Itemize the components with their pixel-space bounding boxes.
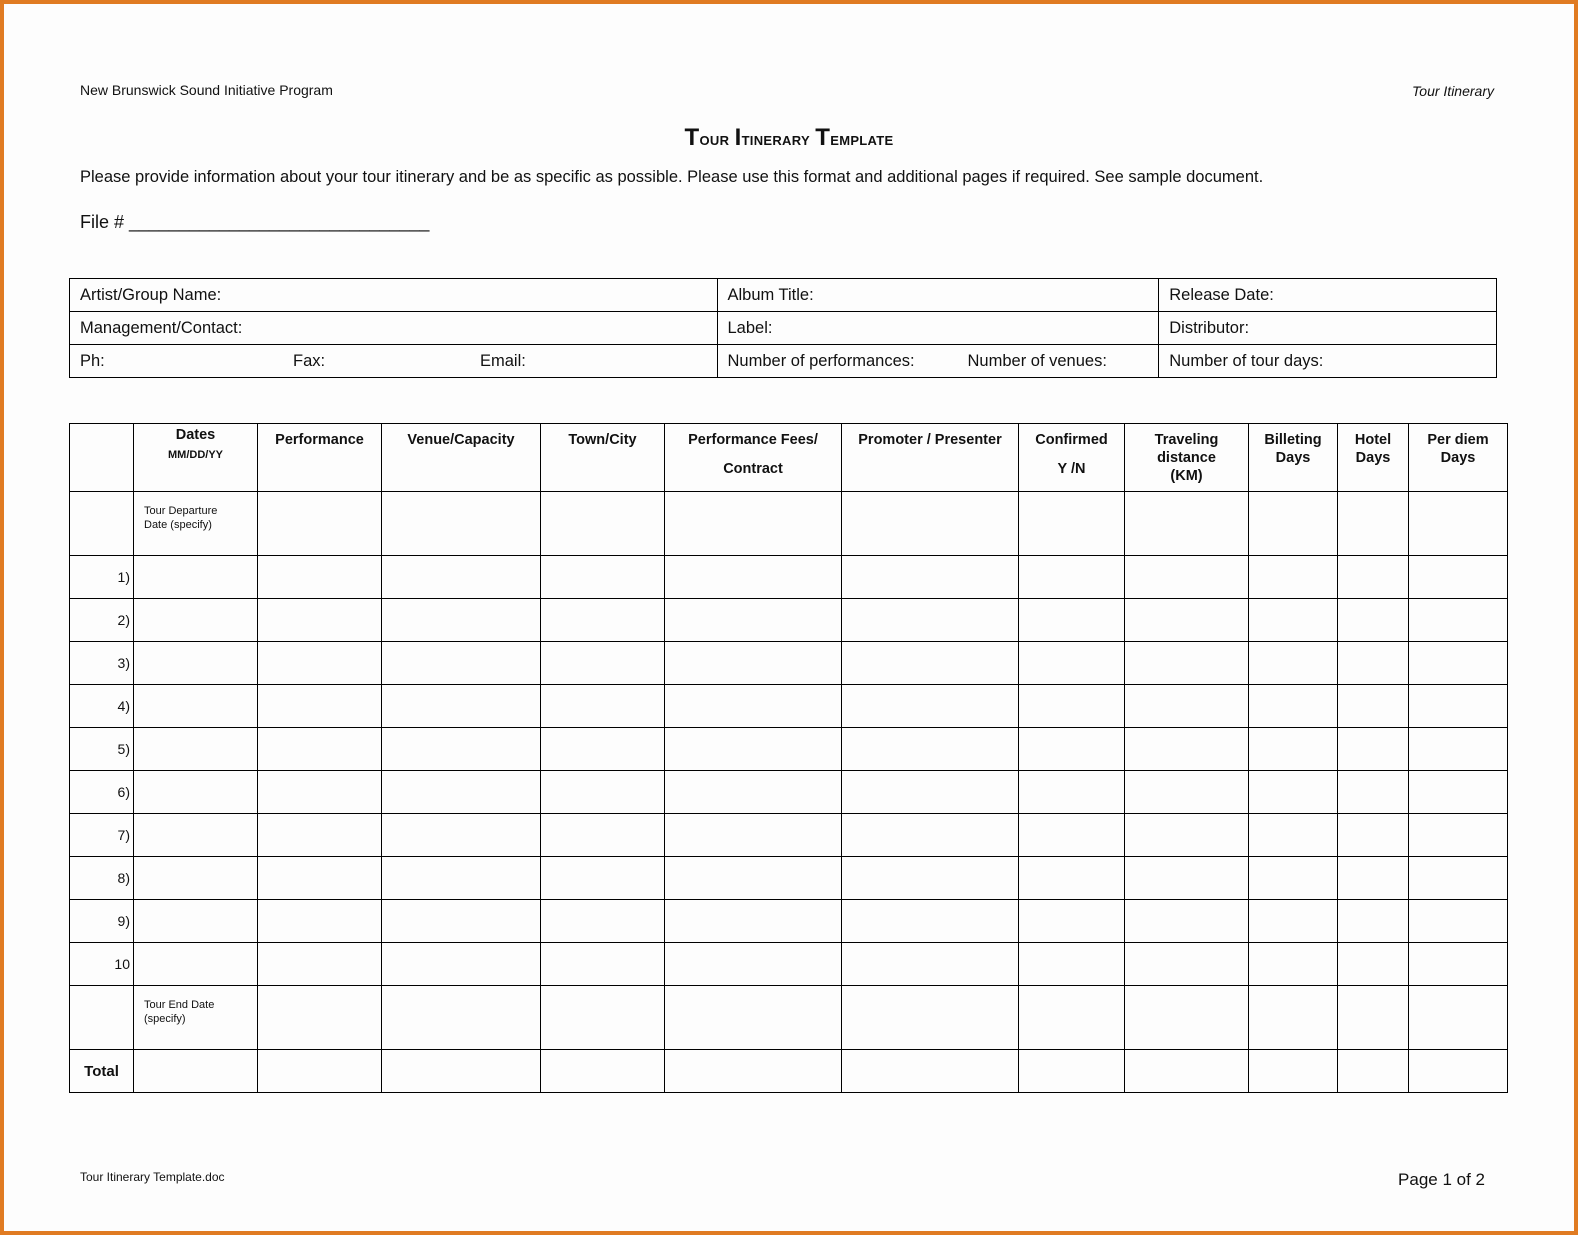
table-cell[interactable] <box>1409 642 1508 685</box>
table-cell[interactable] <box>665 599 842 642</box>
table-cell[interactable] <box>1125 556 1249 599</box>
table-cell[interactable] <box>1249 943 1338 986</box>
table-cell[interactable] <box>1338 685 1409 728</box>
header-doc-label: Tour Itinerary <box>1412 83 1494 99</box>
table-cell[interactable] <box>1249 685 1338 728</box>
table-cell[interactable] <box>258 599 382 642</box>
table-cell[interactable] <box>1019 814 1125 857</box>
table-cell[interactable] <box>541 685 665 728</box>
table-cell[interactable] <box>1338 900 1409 943</box>
table-cell[interactable] <box>1125 814 1249 857</box>
table-cell[interactable] <box>842 556 1019 599</box>
table-cell[interactable] <box>1409 599 1508 642</box>
table-cell[interactable] <box>134 814 258 857</box>
table-cell[interactable] <box>258 642 382 685</box>
table-row <box>70 771 1508 814</box>
row-number: 8) <box>70 857 134 900</box>
table-cell[interactable] <box>1125 685 1249 728</box>
table-cell[interactable] <box>1409 943 1508 986</box>
table-row <box>70 814 1508 857</box>
row-number: 2) <box>70 599 134 642</box>
artist-name-field[interactable]: Artist/Group Name: <box>70 279 718 312</box>
table-cell[interactable] <box>541 857 665 900</box>
table-cell[interactable] <box>258 685 382 728</box>
header-traveling: Traveling distance (KM) <box>1125 424 1249 492</box>
departure-row <box>70 492 1508 556</box>
table-cell[interactable] <box>1019 599 1125 642</box>
table-cell[interactable] <box>665 728 842 771</box>
table-cell[interactable] <box>541 943 665 986</box>
email-field[interactable]: Email: <box>480 351 526 370</box>
table-cell[interactable] <box>1249 857 1338 900</box>
table-cell[interactable] <box>134 943 258 986</box>
table-cell[interactable] <box>541 771 665 814</box>
table-cell[interactable] <box>382 599 541 642</box>
release-date-field[interactable]: Release Date: <box>1159 279 1497 312</box>
table-cell[interactable] <box>1019 556 1125 599</box>
table-cell[interactable] <box>382 857 541 900</box>
table-cell[interactable] <box>665 857 842 900</box>
table-cell[interactable] <box>842 814 1019 857</box>
table-cell[interactable] <box>541 556 665 599</box>
table-cell[interactable] <box>258 814 382 857</box>
table-cell[interactable] <box>1409 556 1508 599</box>
table-cell[interactable] <box>842 900 1019 943</box>
table-cell[interactable] <box>842 599 1019 642</box>
table-cell[interactable] <box>1125 857 1249 900</box>
table-cell[interactable] <box>134 771 258 814</box>
table-cell[interactable] <box>665 642 842 685</box>
table-cell[interactable] <box>665 814 842 857</box>
table-cell[interactable] <box>842 642 1019 685</box>
table-cell[interactable] <box>1019 728 1125 771</box>
table-cell[interactable] <box>1125 900 1249 943</box>
distributor-field[interactable]: Distributor: <box>1159 312 1497 345</box>
table-cell[interactable] <box>842 943 1019 986</box>
table-cell[interactable] <box>1409 728 1508 771</box>
header-fees: Performance Fees/ Contract <box>665 424 842 492</box>
table-cell[interactable] <box>258 728 382 771</box>
row-number: 4) <box>70 685 134 728</box>
phone-field[interactable]: Ph: <box>80 351 105 370</box>
table-cell[interactable] <box>541 900 665 943</box>
table-cell[interactable] <box>382 814 541 857</box>
table-cell[interactable] <box>1338 943 1409 986</box>
itinerary-table <box>69 423 1508 1093</box>
table-cell[interactable] <box>382 642 541 685</box>
table-cell[interactable] <box>1409 814 1508 857</box>
table-cell[interactable] <box>1338 814 1409 857</box>
row-number: 3) <box>70 642 134 685</box>
table-cell[interactable] <box>1019 857 1125 900</box>
header-dates: Dates MM/DD/YY <box>134 424 258 492</box>
table-cell[interactable] <box>665 943 842 986</box>
footer-filename: Tour Itinerary Template.doc <box>80 1170 225 1184</box>
table-cell[interactable] <box>541 642 665 685</box>
end-date-label[interactable]: Tour End Date (specify) <box>134 986 258 1050</box>
fax-field[interactable]: Fax: <box>293 351 326 370</box>
table-cell[interactable] <box>1249 599 1338 642</box>
row-number: 9) <box>70 900 134 943</box>
table-cell[interactable] <box>134 728 258 771</box>
table-cell[interactable] <box>1125 599 1249 642</box>
header-confirmed: Confirmed Y /N <box>1019 424 1125 492</box>
table-cell[interactable] <box>1125 943 1249 986</box>
label-field[interactable]: Label: <box>717 312 1159 345</box>
table-cell[interactable] <box>842 685 1019 728</box>
table-cell[interactable] <box>1125 642 1249 685</box>
table-cell[interactable] <box>665 556 842 599</box>
table-cell[interactable] <box>258 771 382 814</box>
artist-info-table <box>69 278 1497 378</box>
table-cell[interactable] <box>665 771 842 814</box>
table-cell[interactable] <box>1249 642 1338 685</box>
table-row <box>70 943 1508 986</box>
table-row <box>70 556 1508 599</box>
table-cell[interactable] <box>134 556 258 599</box>
header-hotel: Hotel Days <box>1338 424 1409 492</box>
header-town: Town/City <box>541 424 665 492</box>
table-cell[interactable] <box>665 900 842 943</box>
table-cell[interactable] <box>134 685 258 728</box>
table-row <box>70 599 1508 642</box>
table-cell[interactable] <box>1338 642 1409 685</box>
footer-page-number: Page 1 of 2 <box>1398 1170 1485 1189</box>
header-promoter: Promoter / Presenter <box>842 424 1019 492</box>
table-cell[interactable] <box>1249 728 1338 771</box>
table-cell[interactable] <box>134 900 258 943</box>
num-venues-field[interactable]: Number of venues: <box>967 351 1107 370</box>
table-cell[interactable] <box>1409 685 1508 728</box>
table-cell[interactable] <box>541 599 665 642</box>
table-row <box>70 728 1508 771</box>
table-cell[interactable] <box>541 814 665 857</box>
contact-numbers-cell <box>70 345 718 378</box>
table-cell[interactable] <box>1338 599 1409 642</box>
table-cell[interactable] <box>1409 771 1508 814</box>
numbered-rows <box>70 556 1508 986</box>
table-cell[interactable] <box>1338 556 1409 599</box>
table-cell[interactable] <box>1338 771 1409 814</box>
counts-cell <box>717 345 1159 378</box>
table-cell[interactable] <box>842 728 1019 771</box>
page-title: Tour Itinerary Template <box>684 124 894 151</box>
table-cell[interactable] <box>1338 728 1409 771</box>
row-number: 7) <box>70 814 134 857</box>
row-number: 6) <box>70 771 134 814</box>
row-number: 1) <box>70 556 134 599</box>
table-row <box>70 900 1508 943</box>
num-tour-days-field[interactable]: Number of tour days: <box>1159 345 1497 378</box>
management-contact-field[interactable]: Management/Contact: <box>70 312 718 345</box>
table-header-row <box>70 424 1508 492</box>
table-cell[interactable] <box>1019 771 1125 814</box>
header-program: New Brunswick Sound Initiative Program <box>80 82 333 98</box>
album-title-field[interactable]: Album Title: <box>717 279 1159 312</box>
table-cell[interactable] <box>665 685 842 728</box>
table-row <box>70 685 1508 728</box>
table-cell[interactable] <box>1409 857 1508 900</box>
total-row <box>70 1050 1508 1093</box>
table-cell[interactable] <box>1409 900 1508 943</box>
table-cell[interactable] <box>1019 642 1125 685</box>
table-row <box>70 857 1508 900</box>
row-number: 10 <box>70 943 134 986</box>
end-date-row <box>70 986 1508 1050</box>
table-cell[interactable] <box>258 556 382 599</box>
table-cell[interactable] <box>1019 685 1125 728</box>
table-cell[interactable] <box>1249 900 1338 943</box>
table-cell[interactable] <box>1249 771 1338 814</box>
num-performances-field[interactable]: Number of performances: <box>727 351 915 370</box>
table-cell[interactable] <box>1019 943 1125 986</box>
header-perdiem: Per diem Days <box>1409 424 1508 492</box>
table-cell[interactable] <box>1125 728 1249 771</box>
table-cell[interactable] <box>541 728 665 771</box>
header-row-number <box>70 424 134 492</box>
table-cell[interactable] <box>382 943 541 986</box>
table-cell[interactable] <box>134 857 258 900</box>
table-cell[interactable] <box>258 900 382 943</box>
intro-text: Please provide information about your tour itinerary and be as specific as possible. Please use this format and additional pages if required. See sample document. <box>80 168 1264 186</box>
table-cell[interactable] <box>1249 814 1338 857</box>
departure-label[interactable]: Tour Departure Date (specify) <box>134 492 258 556</box>
header-venue: Venue/Capacity <box>382 424 541 492</box>
table-cell[interactable] <box>134 599 258 642</box>
header-performance: Performance <box>258 424 382 492</box>
row-number: 5) <box>70 728 134 771</box>
table-cell[interactable] <box>1019 900 1125 943</box>
table-cell[interactable] <box>842 857 1019 900</box>
table-cell[interactable] <box>382 771 541 814</box>
table-cell[interactable] <box>1249 556 1338 599</box>
total-label: Total <box>70 1050 134 1093</box>
file-number-field[interactable]: File # ______________________________ <box>80 212 430 232</box>
table-cell[interactable] <box>382 685 541 728</box>
header-billeting: Billeting Days <box>1249 424 1338 492</box>
table-row <box>70 642 1508 685</box>
table-cell[interactable] <box>382 900 541 943</box>
table-cell[interactable] <box>382 556 541 599</box>
table-cell[interactable] <box>1125 771 1249 814</box>
table-cell[interactable] <box>842 771 1019 814</box>
table-cell[interactable] <box>258 857 382 900</box>
table-cell[interactable] <box>258 943 382 986</box>
table-cell[interactable] <box>382 728 541 771</box>
table-cell[interactable] <box>1338 857 1409 900</box>
table-cell[interactable] <box>134 642 258 685</box>
